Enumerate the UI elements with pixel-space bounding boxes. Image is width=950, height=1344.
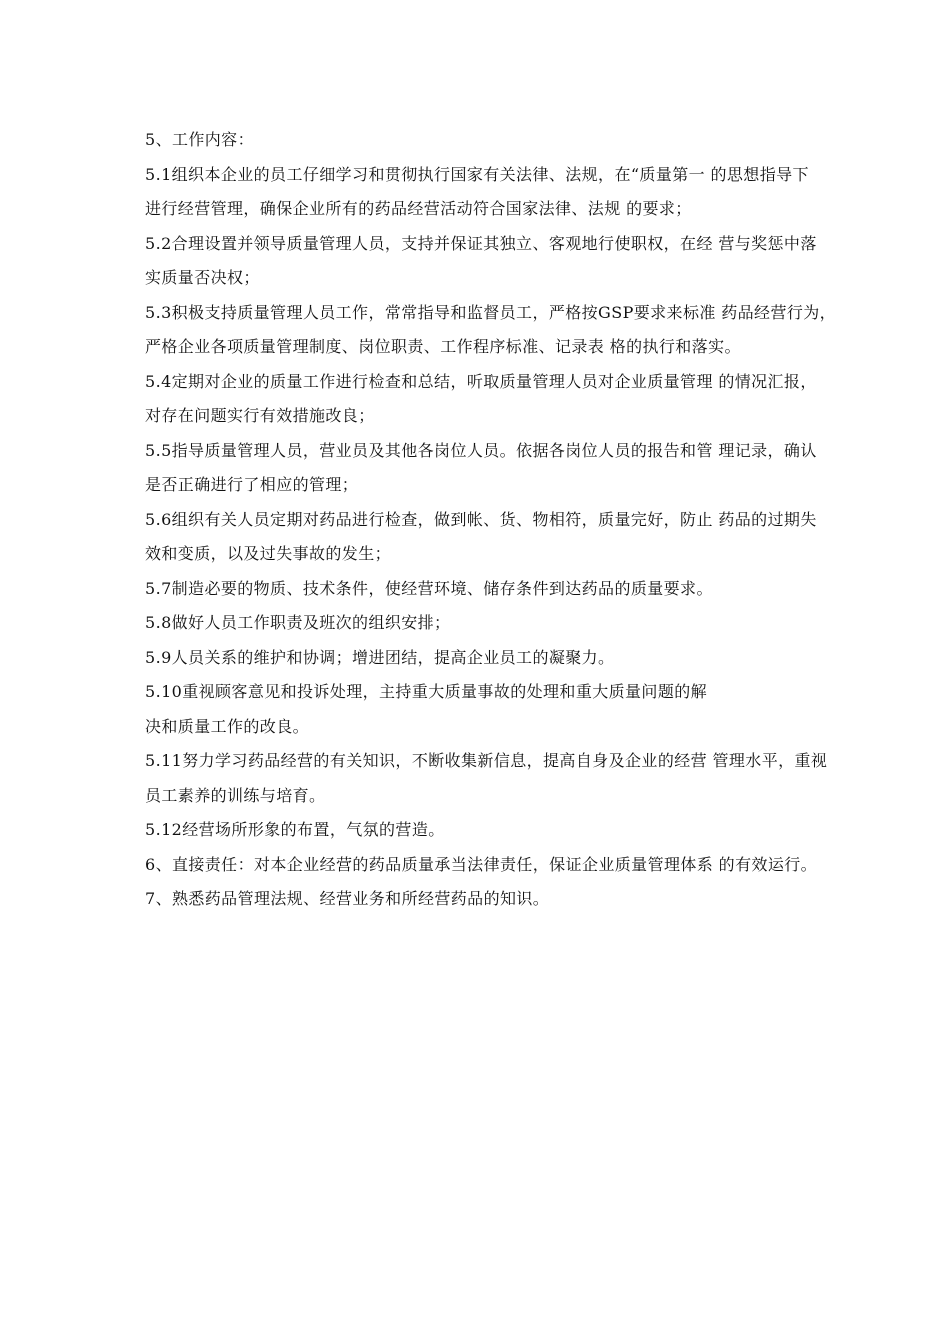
item-5-4-line-1: 5.4定期对企业的质量工作进行检查和总结，听取质量管理人员对企业质量管理 的情况汇报， <box>145 371 817 391</box>
document-body <box>145 123 910 917</box>
item-5-12: 5.12经营场所形象的布置，气氛的营造。 <box>145 820 445 839</box>
item-5-5-line-1: 5.5指导质量管理人员，营业员及其他各岗位人员。依据各岗位人员的报告和管 理记录，确认 <box>145 440 817 460</box>
item-5-5-line-2: 是否正确进行了相应的管理； <box>145 475 359 494</box>
item-5-4-line-2: 对存在问题实行有效措施改良； <box>145 406 375 425</box>
item-5-6-line-2: 效和变质，以及过失事故的发生； <box>145 544 392 563</box>
item-5-3-line-2: 严格企业各项质量管理制度、岗位职责、工作程序标准、记录表 格的执行和落实。 <box>145 337 741 356</box>
item-5-9: 5.9人员关系的维护和协调；增进团结，提高企业员工的凝聚力。 <box>145 647 615 667</box>
item-5-8: 5.8做好人员工作职责及班次的组织安排； <box>145 613 451 632</box>
item-5-6-line-1: 5.6组织有关人员定期对药品进行检查，做到帐、货、物相符，质量完好，防止 药品的过期失 <box>145 509 817 529</box>
item-5-11-line-1: 5.11努力学习药品经营的有关知识，不断收集新信息，提高自身及企业的经营 管理水平，重视 <box>145 751 828 770</box>
section-5-heading: 5、工作内容： <box>145 130 254 149</box>
item-5-11-line-2: 员工素养的训练与培育。 <box>145 785 326 805</box>
item-5-7: 5.7制造必要的物质、技术条件，使经营环境、储存条件到达药品的质量要求。 <box>145 578 713 598</box>
item-5-2-line-1: 5.2合理设置并领导质量管理人员，支持并保证其独立、客观地行使职权，在经 营与奖惩中落 <box>145 233 817 253</box>
section-6: 6、直接责任：对本企业经营的药品质量承当法律责任，保证企业质量管理体系 的有效运行。 <box>145 854 818 874</box>
item-5-3-line-1: 5.3积极支持质量管理人员工作，常常指导和监督员工，严格按GSP要求来标准 药品经营行为， <box>145 302 837 322</box>
item-5-1-line-2: 进行经营管理，确保企业所有的药品经营活动符合国家法律、法规 的要求； <box>145 199 692 218</box>
item-5-10-line-2: 决和质量工作的改良。 <box>145 716 310 736</box>
item-5-10-line-1: 5.10重视顾客意见和投诉处理，主持重大质量事故的处理和重大质量问题的解 <box>145 682 708 701</box>
item-5-1-line-1: 5.1组织本企业的员工仔细学习和贯彻执行国家有关法律、法规，在“质量第一 的思想指导下 <box>145 164 809 184</box>
item-5-2-line-2: 实质量否决权； <box>145 268 260 287</box>
section-7: 7、熟悉药品管理法规、经营业务和所经营药品的知识。 <box>145 889 550 908</box>
